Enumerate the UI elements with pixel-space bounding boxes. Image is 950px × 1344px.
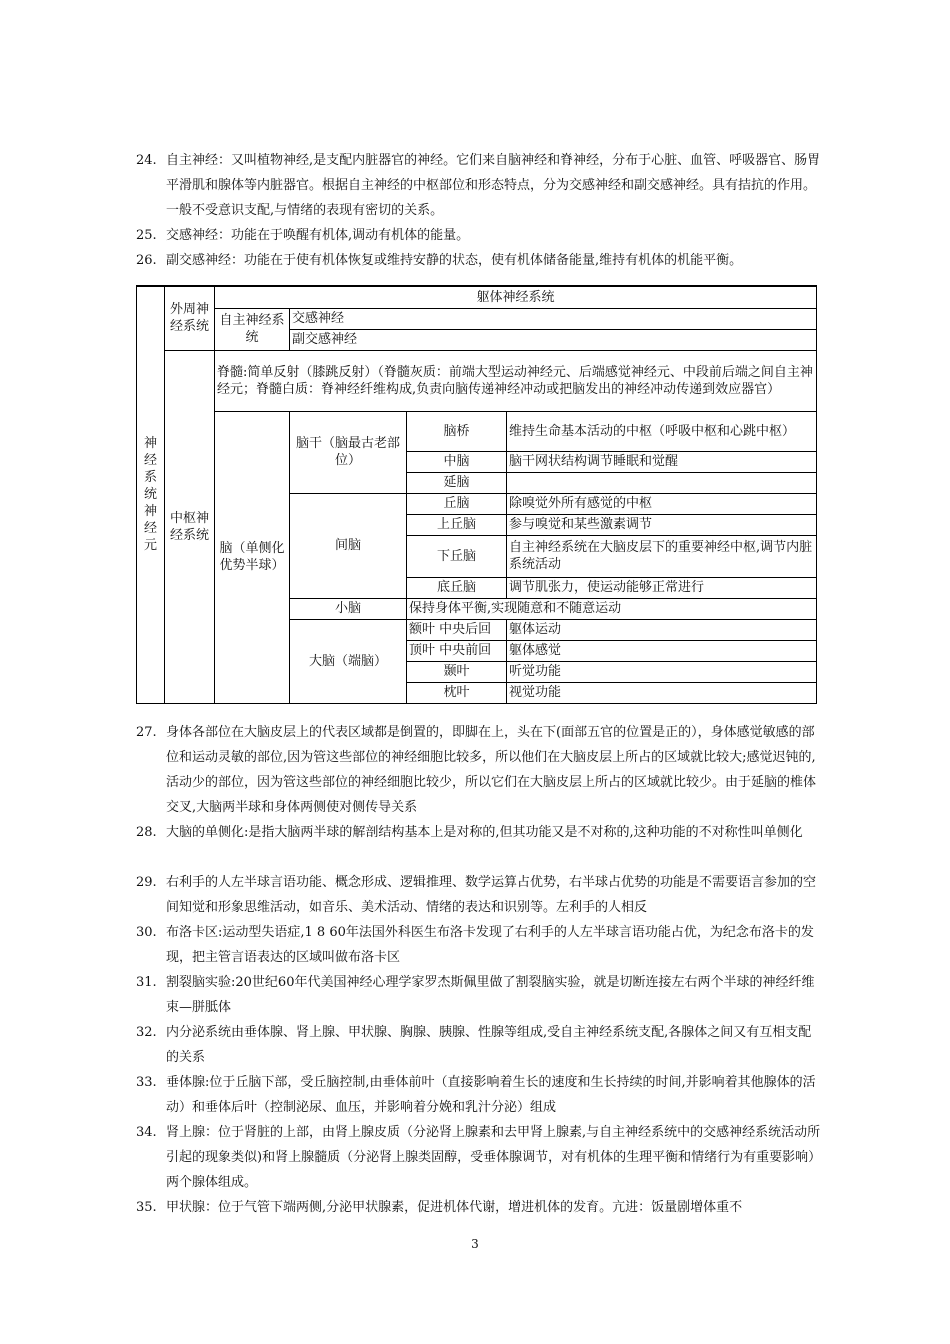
item-text: 右利手的人左半球言语功能、概念形成、逻辑推理、数学运算占优势，右半球占优势的功能是不需要语言参加的空间知觉和形象思维活动，如音乐、美术活动、情绪的表达和识别等。左利手的人相反 — [166, 875, 817, 915]
cell-spinal-cord: 脊髓:简单反射（膝跳反射）（脊髓灰质：前端大型运动神经元、后端感觉神经元、中段前后端之间自主神经元；脊髓白质：脊神经纤维构成,负责向脑传递神经冲动或把脑发出的神经冲动传递到效应器官） — [215, 350, 817, 411]
item-35 — [136, 1195, 821, 1220]
item-34 — [136, 1120, 821, 1195]
item-number: 28. — [136, 825, 157, 840]
item-number: 31. — [136, 975, 157, 990]
item-text: 肾上腺：位于肾脏的上部，由肾上腺皮质（分泌肾上腺素和去甲肾上腺素,与自主神经系统中的交感神经系统活动所引起的现象类似)和肾上腺髓质（分泌肾上腺类固醇，受垂体腺调节，对有机体的生理平衡和情绪行为有重要影响）两个腺体组成。 — [166, 1125, 821, 1190]
item-30 — [136, 920, 821, 970]
item-number: 34. — [136, 1125, 157, 1140]
item-31 — [136, 970, 821, 1020]
item-28 — [136, 820, 821, 845]
cell-temporal-lobe: 颞叶 — [407, 661, 507, 682]
cell-thalamus: 丘脑 — [407, 493, 507, 514]
cell-medulla: 延脑 — [407, 472, 507, 493]
cell-epithalamus-desc: 参与嗅觉和某些激素调节 — [507, 514, 817, 535]
item-number: 30. — [136, 925, 157, 940]
item-24 — [136, 148, 821, 223]
cell-occipital-desc: 视觉功能 — [507, 682, 817, 703]
cell-frontal-lobe: 额叶 中央后回 — [407, 619, 507, 640]
cell-pons: 脑桥 — [407, 411, 507, 451]
nervous-system-table — [136, 285, 817, 704]
cell-midbrain: 中脑 — [407, 451, 507, 472]
cell-occipital-lobe: 枕叶 — [407, 682, 507, 703]
item-text: 身体各部位在大脑皮层上的代表区域都是倒置的，即脚在上，头在下(面部五官的位置是正的），身体感觉敏感的部位和运动灵敏的部位,因为管这些部位的神经细胞比较多，所以他们在大脑皮层上所占的区域就比较大;感觉迟钝的,活动少的部位，因为管这些部位的神经细胞比较少，所以它们在大脑皮层上所占的区域就比较少。由于延脑的椎体交叉,大脑两半球和身体两侧使对侧传导关系 — [166, 725, 817, 815]
item-26 — [136, 248, 821, 273]
cell-epithalamus: 上丘脑 — [407, 514, 507, 535]
item-text: 自主神经：又叫植物神经,是支配内脏器官的神经。它们来自脑神经和脊神经，分布于心脏、血管、呼吸器官、肠胃平滑肌和腺体等内脏器官。根据自主神经的中枢部位和形态特点，分为交感神经和副交感神经。具有拮抗的作用。一般不受意识支配,与情绪的表现有密切的关系。 — [166, 153, 821, 218]
item-text: 大脑的单侧化:是指大脑两半球的解剖结构基本上是对称的,但其功能又是不对称的,这种功能的不对称性叫单侧化 — [166, 825, 803, 840]
item-text: 副交感神经：功能在于使有机体恢复或维持安静的状态，使有机体储备能量,维持有机体的机能平衡。 — [166, 253, 743, 268]
item-text: 交感神经：功能在于唤醒有机体,调动有机体的能量。 — [166, 228, 470, 243]
cell-cerebellum: 小脑 — [290, 598, 407, 619]
cell-somatic: 躯体神经系统 — [215, 286, 817, 308]
cell-sympathetic: 交感神经 — [290, 308, 817, 329]
cell-pons-desc: 维持生命基本活动的中枢（呼吸中枢和心跳中枢） — [507, 411, 817, 451]
cell-midbrain-desc: 脑干网状结构调节睡眠和觉醒 — [507, 451, 817, 472]
cell-frontal-desc: 躯体运动 — [507, 619, 817, 640]
cell-autonomic: 自主神经系统 — [215, 308, 290, 350]
cell-hypothalamus-desc: 自主神经系统在大脑皮层下的重要神经中枢,调节内脏系统活动 — [507, 535, 817, 577]
cell-parietal-lobe: 顶叶 中央前回 — [407, 640, 507, 661]
cell-parietal-desc: 躯体感觉 — [507, 640, 817, 661]
item-25 — [136, 223, 821, 248]
cell-cerebrum: 大脑（端脑） — [290, 619, 407, 703]
cell-root: 神经系统神经元 — [137, 286, 165, 703]
page-number: 3 — [471, 1237, 479, 1251]
item-text: 布洛卡区:运动型失语症,1 8 60年法国外科医生布洛卡发现了右利手的人左半球言语功能占优，为纪念布洛卡的发现，把主管言语表达的区域叫做布洛卡区 — [166, 925, 814, 965]
item-text: 垂体腺:位于丘脑下部，受丘脑控制,由垂体前叶（直接影响着生长的速度和生长持续的时间,并影响着其他腺体的活动）和垂体后叶（控制泌尿、血压，并影响着分娩和乳汁分泌）组成 — [166, 1075, 816, 1115]
cell-cerebellum-desc: 保持身体平衡,实现随意和不随意运动 — [407, 598, 817, 619]
cell-medulla-desc — [507, 472, 817, 493]
item-number: 29. — [136, 875, 157, 890]
item-text: 甲状腺：位于气管下端两侧,分泌甲状腺素，促进机体代谢，增进机体的发育。亢进：饭量剧增体重不 — [166, 1200, 743, 1215]
item-32 — [136, 1020, 821, 1070]
item-27 — [136, 720, 821, 820]
cell-subthalamus-desc: 调节肌张力，使运动能够正常进行 — [507, 577, 817, 598]
cell-peripheral: 外周神经系统 — [165, 286, 215, 350]
item-number: 25. — [136, 228, 157, 243]
item-text: 内分泌系统由垂体腺、肾上腺、甲状腺、胸腺、胰腺、性腺等组成,受自主神经系统支配,各腺体之间又有互相支配的关系 — [166, 1025, 812, 1065]
item-number: 24. — [136, 153, 157, 168]
cell-diencephalon: 间脑 — [290, 493, 407, 598]
cell-temporal-desc: 听觉功能 — [507, 661, 817, 682]
item-number: 27. — [136, 725, 157, 740]
item-text: 割裂脑实验:20世纪60年代美国神经心理学家罗杰斯佩里做了割裂脑实验，就是切断连接左右两个半球的神经纤维束—胼胝体 — [166, 975, 815, 1015]
cell-subthalamus: 底丘脑 — [407, 577, 507, 598]
cell-hypothalamus: 下丘脑 — [407, 535, 507, 577]
cell-brain: 脑（单侧化优势半球） — [215, 411, 290, 703]
item-number: 26. — [136, 253, 157, 268]
item-29 — [136, 870, 821, 920]
cell-parasympathetic: 副交感神经 — [290, 329, 817, 350]
item-number: 33. — [136, 1075, 157, 1090]
cell-brainstem: 脑干（脑最古老部位） — [290, 411, 407, 493]
cell-central: 中枢神经系统 — [165, 350, 215, 703]
item-number: 32. — [136, 1025, 157, 1040]
item-33 — [136, 1070, 821, 1120]
cell-thalamus-desc: 除嗅觉外所有感觉的中枢 — [507, 493, 817, 514]
item-number: 35. — [136, 1200, 157, 1215]
